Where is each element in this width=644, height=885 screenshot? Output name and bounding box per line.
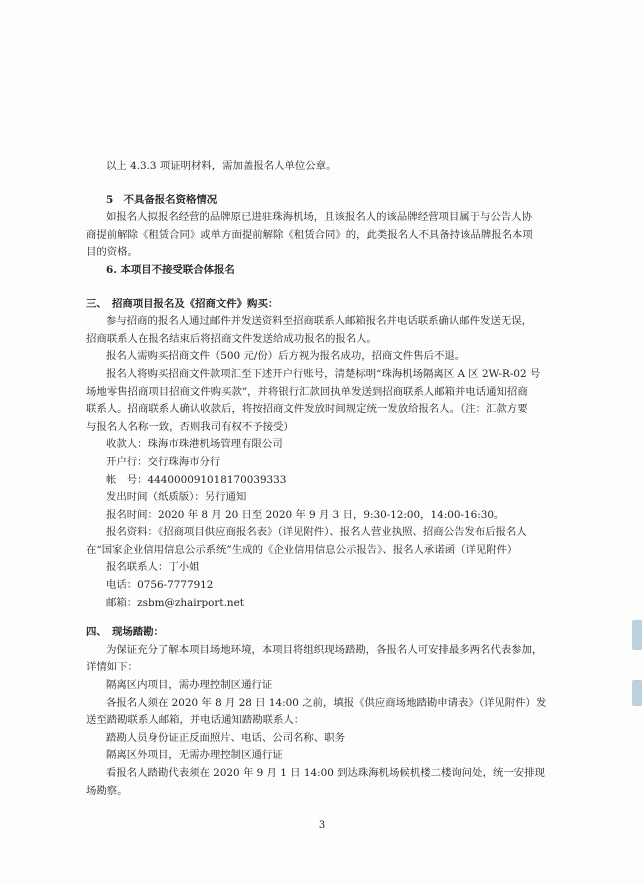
text-line: 目的资格。: [86, 246, 138, 259]
section-heading: 四、 现场踏勘：: [86, 626, 164, 639]
payee: 收款人：珠海市珠港机场管理有限公司: [106, 438, 283, 451]
text-line: 招商联系人在报名结束后将招商文件发送给成功报名的报名人。: [86, 332, 377, 345]
contact-email: 邮箱：zsbm@zhairport.net: [106, 596, 244, 609]
text-line: 隔离区外项目，无需办理控制区通行证: [106, 749, 283, 762]
text-line: 商提前解除《租赁合同》或单方面提前解除《租赁合同》的，此类报名人不具备持该品牌报名本项: [86, 228, 533, 241]
stamp-edge-mark: [632, 620, 642, 650]
registration-time: 报名时间：2020 年 8 月 20 日至 2020 年 9 月 3 日，9:30-12:00，14:00-16:30。: [106, 508, 505, 521]
text-line: 送至踏勘联系人邮箱，并电话通知踏勘联系人：: [86, 714, 305, 727]
text-line: 以上 4.3.3 项证明材料，需加盖报名人单位公章。: [106, 160, 337, 172]
text-line: 隔离区内项目，需办理控制区通行证: [106, 679, 273, 692]
contact-phone: 电话：0756-7777912: [106, 579, 214, 592]
registration-materials: 报名资料：《招商项目供应商报名表》（详见附件）、报名人营业执照、招商公告发布后报名人: [106, 526, 527, 539]
text-line: 详情如下：: [86, 661, 138, 674]
page-number: 3: [318, 820, 326, 831]
text-line: 与报名人名称一致，否则我司有权不予接受）: [86, 420, 294, 433]
contact-person: 报名联系人：丁小姐: [106, 561, 200, 574]
text-line: 踏勘人员身份证正反面照片、电话、公司名称、职务: [106, 731, 345, 744]
section-heading: 6. 本项目不接受联合体报名: [106, 263, 235, 276]
text-line: 场勘察。: [86, 784, 128, 797]
section-heading: 5 不具备报名资格情况: [106, 193, 218, 206]
stamp-edge-mark: [632, 680, 642, 706]
section-heading: 三、 招商项目报名及《招商文件》购买：: [86, 297, 279, 310]
account-number: 帐 号：444000091018170039333: [106, 473, 287, 486]
document-body: [86, 158, 578, 800]
text-line: 参与招商的报名人通过邮件并发送资料至招商联系人邮箱报名并电话联系确认邮件发送无误，: [106, 315, 533, 328]
bank: 开户行：交行珠海市分行: [106, 455, 221, 468]
text-line: 在“国家企业信用信息公示系统”生成的《企业信用信息公示报告》、报名人承诺函（详见附件）: [86, 543, 518, 556]
text-line: 场地零售招商项目招商文件购买款”，并将银行汇款回执单发送到招商联系人邮箱并电话通知招商: [86, 385, 528, 398]
text-line: 联系人。招商联系人确认收款后，将按招商文件发放时间规定统一发放给报名人。（注：汇款方要: [86, 403, 528, 416]
issue-time: 发出时间（纸质版）：另行通知: [106, 491, 247, 504]
text-line: 看报名人踏勘代表须在 2020 年 9 月 1 日 14:00 到达珠海机场候机楼二楼询问处，统一安排现: [106, 767, 545, 779]
text-line: 各报名人须在 2020 年 8 月 28 日 14:00 之前，填报《供应商场地踏勘申请表》（详见附件）发: [106, 696, 547, 709]
text-line: 报名人需购买招商文件（500 元/份）后方视为报名成功，招商文件售后不退。: [106, 350, 466, 363]
text-line: 如报名人拟报名经营的品牌原已进驻珠海机场，且该报名人的该品牌经营项目属于与公告人协: [106, 211, 533, 224]
text-line: 报名人将购买招商文件款项汇至下述开户行账号，清楚标明“珠海机场隔离区 A 区 2W-R-02 号: [106, 367, 541, 380]
text-line: 为保证充分了解本项目场地环境，本项目将组织现场踏勘，各报名人可安排最多两名代表参加，: [106, 643, 543, 656]
